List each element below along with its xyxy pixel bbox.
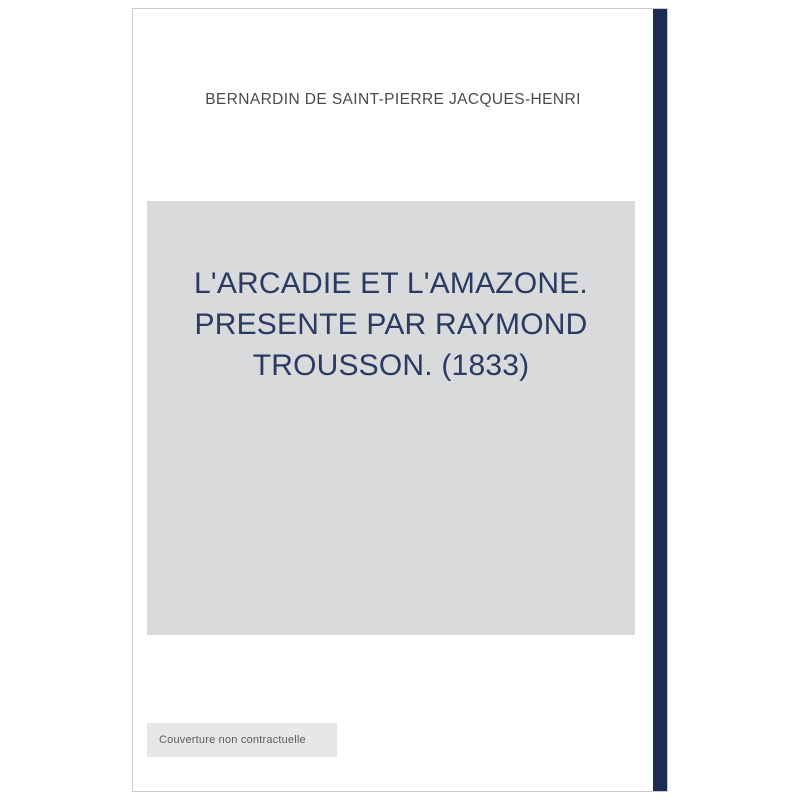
disclaimer-strip — [147, 723, 337, 757]
book-title: L'ARCADIE ET L'AMAZONE. PRESENTE PAR RAYMOND TROUSSON. (1833) — [194, 267, 588, 382]
title-block — [147, 201, 635, 635]
disclaimer-text: Couverture non contractuelle — [159, 734, 306, 746]
book-spine — [653, 9, 667, 791]
author-name: BERNARDIN DE SAINT-PIERRE JACQUES-HENRI — [205, 91, 581, 108]
book-cover — [132, 8, 668, 792]
